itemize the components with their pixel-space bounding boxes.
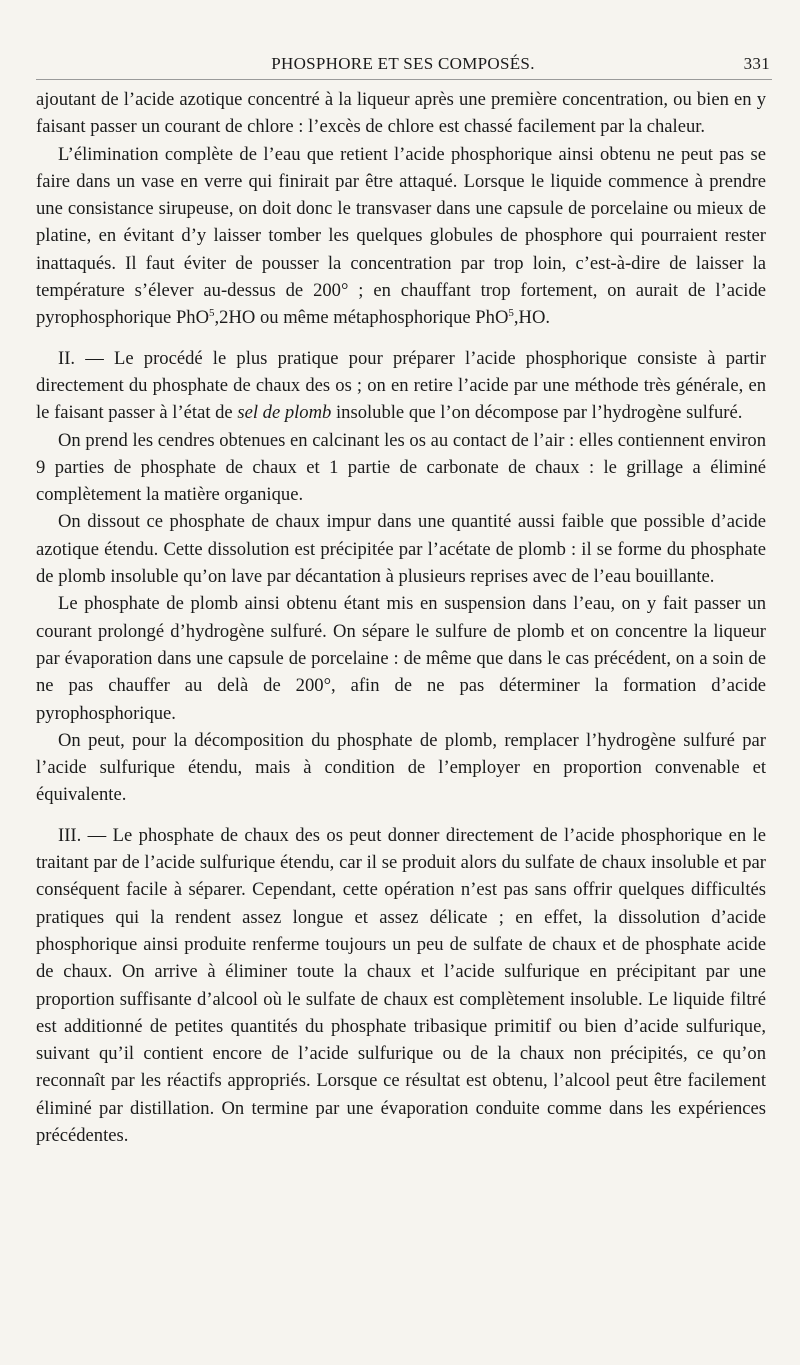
paragraph-8-section-iii: III. — Le phosphate de chaux des os peut donner directement de l’acide phosphorique en le traitant par de l’acide sulfurique étendu, car il se produit alors du sulfate de chaux insoluble et par conséquent facile à séparer. Cependant, cette opération n’est pas sans offrir quelques difficultés pratiques qui la rendent assez longue et assez délicate ; en effet, la dissolution d’acide phosphorique ainsi produite renferme toujours un peu de sulfate de chaux et de phosphate acide de chaux. On arrive à éliminer toute la chaux et l’acide sulfurique en précipitant par une proportion suffisante d’alcool où le sulfate de chaux est complètement insoluble. Le liquide filtré est additionné de petites quantités du phosphate tribasique primitif ou bien d’acide sulfurique, suivant qu’il contient encore de l’acide sulfurique ou de la chaux non précipités, ce qu’on reconnaît par les réactifs appropriés. Lorsque ce résultat est obtenu, l’alcool peut être facilement éliminé par distillation. On termine par une évaporation conduite comme dans les expériences précédentes.	[36, 824, 766, 1146]
paragraph-2-text: L’élimination complète de l’eau que retient l’acide phosphorique ainsi obtenu ne peut pas se faire dans un vase en verre qui finirait par être attaqué. Lorsque le liquide commence à prendre une consistance sirupeuse, on doit donc le transvaser dans une capsule de porcelaine ou mieux de platine, en évitant d’y laisser tomber les quelques globules de phosphore qui pourraient rester inattaqués. Il faut éviter de pousser la concentration par trop loin, c’est-à-dire de laisser la température s’élever au-dessus de 200° ; en chauffant trop fortement, on aurait de l’acide pyrophosphorique PhO	[36, 143, 766, 329]
paragraph-2	[36, 141, 766, 332]
paragraph-7: On peut, pour la décomposition du phosphate de plomb, remplacer l’hydrogène sulfuré par l’acide sulfurique étendu, mais à condition de l’employer en proportion convenable et équivalente.	[36, 729, 766, 806]
italic-term: sel de plomb	[237, 402, 332, 424]
page-body	[36, 86, 766, 1149]
paragraph-5: On dissout ce phosphate de chaux impur dans une quantité aussi faible que possible d’acide azotique étendu. Cette dissolution est précipitée par l’acétate de plomb : il se forme du phosphate de plomb insoluble qu’on lave par décantation à plusieurs reprises avec de l’eau bouillante.	[36, 511, 766, 588]
paragraph-3-text-end: insoluble que l’on décompose par l’hydrogène sulfuré.	[331, 402, 743, 424]
paragraph-3-text: II. — Le procédé le plus pratique pour préparer l’acide phosphorique consiste à partir directement du phosphate de chaux des os ; on en retire l’acide par une méthode très générale, en le faisant passer à l’état de	[36, 347, 766, 424]
paragraph-2-text-end: ,HO.	[513, 307, 551, 329]
paragraph-4: On prend les cendres obtenues en calcinant les os au contact de l’air : elles contiennent environ 9 parties de phosphate de chaux et 1 partie de carbonate de chaux : le grillage a éliminé complètement la matière organique.	[36, 429, 766, 506]
paragraph-3-section-ii	[36, 345, 766, 427]
formula-superscript: 5	[508, 307, 514, 320]
paragraph-6: Le phosphate de plomb ainsi obtenu étant mis en suspension dans l’eau, on y fait passer un courant prolongé d’hydrogène sulfuré. On sépare le sulfure de plomb et on concentre la liqueur par évaporation dans une capsule de porcelaine : de même que dans le cas précédent, on a soin de ne pas chauffer au delà de 200°, afin de ne pas déterminer la formation d’acide pyrophosphorique.	[36, 593, 766, 724]
running-header	[36, 54, 770, 78]
header-rule	[36, 79, 772, 80]
page-number: 331	[743, 54, 770, 73]
paragraph-1: ajoutant de l’acide azotique concentré à la liqueur après une première concentration, ou bien en y faisant passer un courant de chlore : l’excès de chlore est chassé facilement par la chaleur.	[36, 89, 766, 138]
formula-superscript: 5	[209, 307, 215, 320]
running-title: PHOSPHORE ET SES COMPOSÉS.	[271, 54, 535, 73]
paragraph-2-text-cont: ,2HO ou même métaphosphorique PhO	[214, 307, 509, 329]
